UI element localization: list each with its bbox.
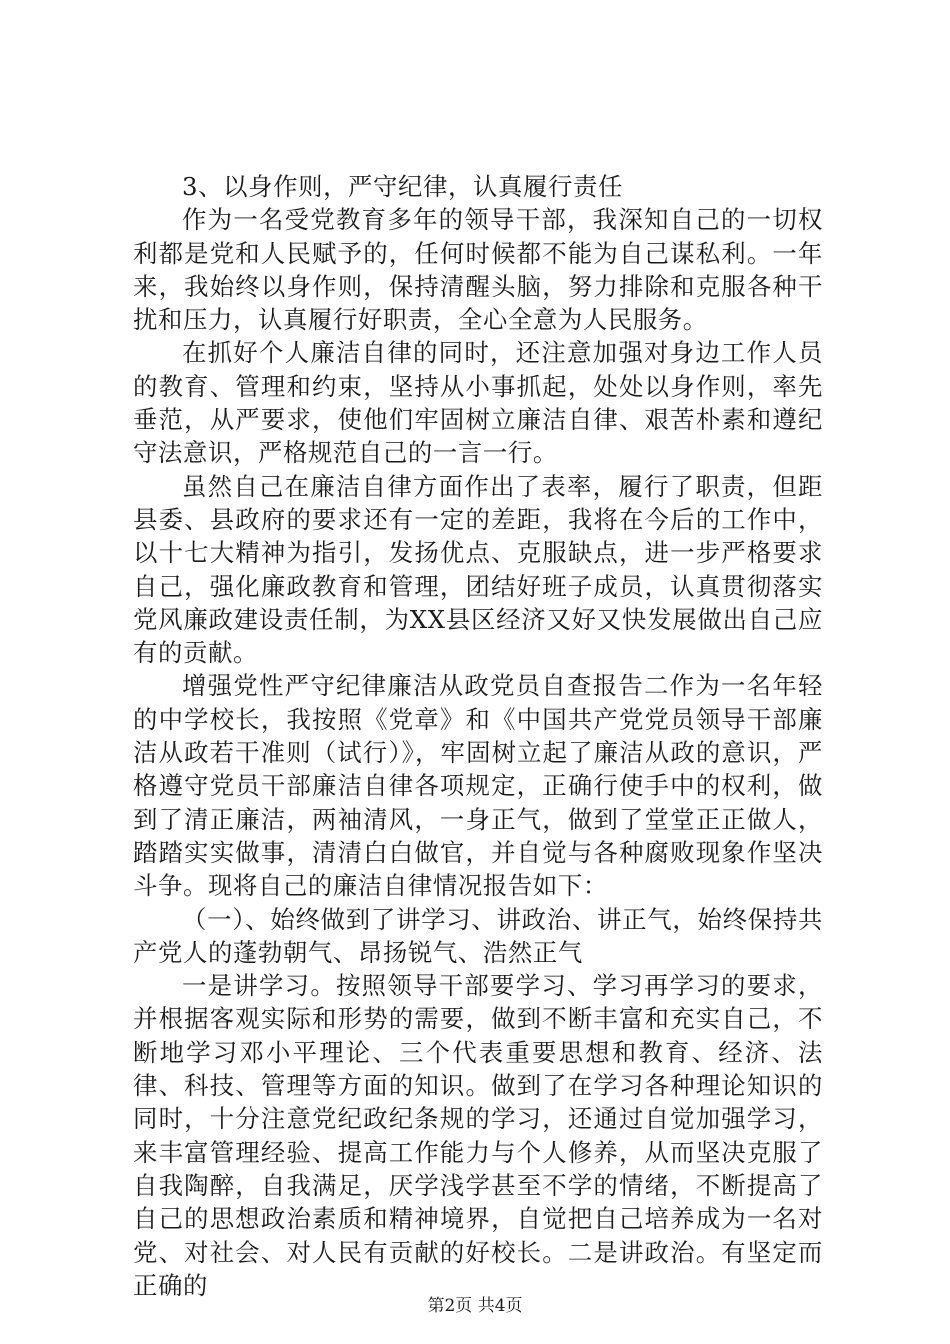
section-heading: 3、以身作则，严守纪律，认真履行责任 bbox=[182, 172, 623, 201]
paragraph-3: 虽然自己在廉洁自律方面作出了表率，履行了职责，但距县委、县政府的要求还有一定的差距，我将在今后的工作中，以十七大精神为指引，发扬优点、克服缺点，进一步严格要求自己，强化廉政教育和管理，团结好班子成员，认真贯彻落实党风廉政建设责任制，为XX县区经济又好又快发展做出自己应有的贡献。 bbox=[133, 471, 823, 668]
paragraph-5: （一）、始终做到了讲学习、讲政治、讲正气，始终保持共产党人的蓬勃朝气、昂扬锐气、浩然正气 bbox=[133, 904, 823, 967]
paragraph-2: 在抓好个人廉洁自律的同时，还注意加强对身边工作人员的教育、管理和约束，坚持从小事抓起，处处以身作则，率先垂范，从严要求，使他们牢固树立廉洁自律、艰苦朴素和遵纪守法意识，严格规范自己的一言一行。 bbox=[133, 338, 823, 468]
page-footer: 第2页 共4页 bbox=[427, 1296, 523, 1316]
paragraph-4: 增强党性严守纪律廉洁从政党员自查报告二作为一名年轻的中学校长，我按照《党章》和《中国共产党党员领导干部廉洁从政若干准则（试行）》，牢固树立起了廉洁从政的意识，严格遵守党员干部廉洁自律各项规定，正确行使手中的权利，做到了清正廉洁，两袖清风，一身正气，做到了堂堂正正做人，踏踏实实做事，清清白白做官，并自觉与各种腐败现象作坚决斗争。现将自己的廉洁自律情况报告如下： bbox=[133, 671, 823, 901]
paragraph-1: 作为一名受党教育多年的领导干部，我深知自己的一切权利都是党和人民赋予的，任何时候都不能为自己谋私利。一年来，我始终以身作则，保持清醒头脑，努力排除和克服各种干扰和压力，认真履行好职责，全心全意为人民服务。 bbox=[133, 205, 823, 335]
paragraph-6: 一是讲学习。按照领导干部要学习、学习再学习的要求，并根据客观实际和形势的需要，做到不断丰富和充实自己，不断地学习邓小平理论、三个代表重要思想和教育、经济、法律、科技、管理等方面的知识。做到了在学习各种理论知识的同时，十分注意党纪政纪条规的学习，还通过自觉加强学习，来丰富管理经验、提高工作能力与个人修养，从而坚决克服了自我陶醉，自我满足，厌学浅学甚至不学的情绪，不断提高了自己的思想政治素质和精神境界，自觉把自己培养成为一名对党、对社会、对人民有贡献的好校长。二是讲政治。有坚定而正确的 bbox=[133, 971, 823, 1300]
document-body bbox=[133, 170, 823, 1302]
